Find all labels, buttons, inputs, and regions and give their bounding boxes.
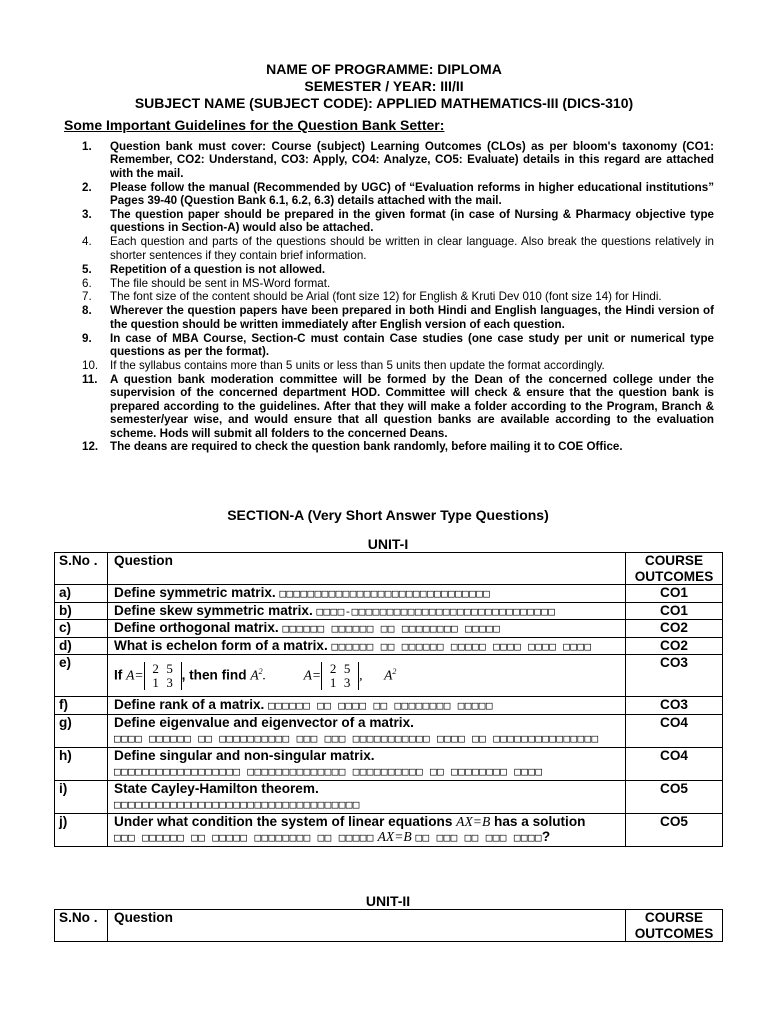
table-header-row xyxy=(55,553,723,585)
table-row xyxy=(55,813,723,846)
guideline-item: 1. Question bank must cover: Course (subject) Learning Outcomes (CLOs) as per bloom's taxonomy (CO1: Remember, CO2: Understand, CO3: Apply, CO4: Analyze, CO5: Evaluate) details in this regard are attached with the mail. xyxy=(82,140,714,180)
row-sno: c) xyxy=(55,620,108,638)
row-co: CO3 xyxy=(626,697,723,715)
row-sno: h) xyxy=(55,747,108,780)
row-co: CO5 xyxy=(626,780,723,813)
question-header: Question xyxy=(108,553,626,585)
row-co: CO1 xyxy=(626,585,723,603)
matrix-2x2-hindi: 2 5 1 3 xyxy=(321,662,359,690)
row-question: Define rank of a matrix. □□□□□□ □□ □□□□ □□ □□□□□□□□ □□□□□ xyxy=(108,697,626,715)
semester-heading: SEMESTER / YEAR: III/II xyxy=(304,78,464,94)
row-question: Define symmetric matrix. □□□□□□□□□□□□□□□□□□□□□□□□□□□□□□ xyxy=(108,585,626,603)
unit-1-question-table xyxy=(54,552,723,847)
guideline-item: 5. Repetition of a question is not allowed. xyxy=(82,262,326,276)
row-co: CO4 xyxy=(626,714,723,747)
table-row xyxy=(55,714,723,747)
row-co: CO4 xyxy=(626,747,723,780)
subject-heading: SUBJECT NAME (SUBJECT CODE): APPLIED MATHEMATICS-III (DICS-310) xyxy=(134,95,634,111)
row-question: State Cayley-Hamilton theorem. □□□□□□□□□□□□□□□□□□□□□□□□□□□□□□□□□□□ xyxy=(108,780,626,813)
row-sno: b) xyxy=(55,602,108,620)
table-row xyxy=(55,747,723,780)
guideline-item: 3. The question paper should be prepared in the given format (in case of Nursing & Pharmacy objective type questions in Section-A) would also be attached. xyxy=(82,208,714,235)
table-row xyxy=(55,585,723,603)
row-question: Define singular and non-singular matrix. □□□□□□□□□□□□□□□□□□ □□□□□□□□□□□□□□ □□□□□□□□□□ □□ □□□□□□□□ □□□□ xyxy=(108,747,626,780)
unit-2-question-table xyxy=(54,909,723,942)
guideline-item: 6. The file should be sent in MS-Word format. xyxy=(82,276,331,290)
guideline-item: 4. Each question and parts of the questions should be written in clear language. Also break the questions relatively in shorter sentences if they contain brief information. xyxy=(82,235,714,262)
row-sno: a) xyxy=(55,585,108,603)
table-row xyxy=(55,620,723,638)
table-row xyxy=(55,697,723,715)
guideline-item: 9. In case of MBA Course, Section-C must contain Case studies (one case study per unit or numerical type questions as per the format). xyxy=(82,331,714,359)
guideline-item: 2. Please follow the manual (Recommended by UGC) of “Evaluation reforms in higher educational institutions” Pages 39-40 (Question Bank 6.1, 6.2, 6.3) details attached with the mail. xyxy=(82,180,714,208)
row-question: Define skew symmetric matrix. □□□□-□□□□□□□□□□□□□□□□□□□□□□□□□□□□□ xyxy=(108,602,626,620)
unit-2-title: UNIT-II xyxy=(365,893,411,909)
row-question: Under what condition the system of linear equations AX=B has a solution □□□ □□□□□□ □□ □□□□□ □□□□□□□□ □□ □□□□□ AX=B □□ □□□ □□ □□□ □□□□? xyxy=(108,813,626,846)
row-sno: g) xyxy=(55,714,108,747)
unit-1-title: UNIT-I xyxy=(367,536,409,552)
row-co: CO3 xyxy=(626,655,723,697)
row-question: If A= 2 5 1 3 , then find $A^2$. A= 2 5 1 3 , $A^2$ xyxy=(108,655,626,697)
table-row xyxy=(55,637,723,655)
row-sno: j) xyxy=(55,813,108,846)
matrix-2x2: 2 5 1 3 xyxy=(144,662,182,690)
co-header: COURSE OUTCOMES xyxy=(626,553,723,585)
guideline-item: 11. A question bank moderation committee will be formed by the Dean of the concerned college under the supervision of the concerned department HOD. Committee will check & ensure that the question bank is prepared according to the guidelines. After that they will make a folder according to the Program, Branch & semester/year wise, and would ensure that all question banks are available according to the evaluation scheme. Hods will submit all folders to the concerned Deans. xyxy=(82,372,714,440)
guidelines-list xyxy=(64,140,714,454)
table-header-row xyxy=(55,910,723,942)
sno-header: S.No . xyxy=(55,910,108,942)
row-question: What is echelon form of a matrix. □□□□□□ □□ □□□□□□ □□□□□ □□□□ □□□□ □□□□ xyxy=(108,637,626,655)
sno-header: S.No . xyxy=(55,553,108,585)
table-row xyxy=(55,655,723,697)
guidelines-title: Some Important Guidelines for the Question Bank Setter: xyxy=(64,117,445,133)
question-header: Question xyxy=(108,910,626,942)
row-co: CO1 xyxy=(626,602,723,620)
co-header: COURSE OUTCOMES xyxy=(626,910,723,942)
table-row xyxy=(55,780,723,813)
programme-heading: NAME OF PROGRAMME: DIPLOMA xyxy=(266,61,502,77)
section-a-title: SECTION-A (Very Short Answer Type Questions) xyxy=(227,507,549,523)
guideline-item: 8. Wherever the question papers have been prepared in both Hindi and English languages, the Hindi version of the question should be written immediately after English version of each question. xyxy=(82,304,714,331)
guideline-item: 12. The deans are required to check the question bank randomly, before mailing it to COE Office. xyxy=(82,440,623,454)
table-row xyxy=(55,602,723,620)
row-sno: d) xyxy=(55,637,108,655)
row-co: CO2 xyxy=(626,620,723,638)
row-co: CO2 xyxy=(626,637,723,655)
row-co: CO5 xyxy=(626,813,723,846)
guideline-item: 7. The font size of the content should be Arial (font size 12) for English & Kruti Dev 010 (font size 14) for Hindi. xyxy=(82,290,662,304)
row-sno: f) xyxy=(55,697,108,715)
row-sno: i) xyxy=(55,780,108,813)
guideline-item: 10. If the syllabus contains more than 5 units or less than 5 units then update the format accordingly. xyxy=(82,359,605,372)
row-sno: e) xyxy=(55,655,108,697)
row-question: Define eigenvalue and eigenvector of a matrix. □□□□ □□□□□□ □□ □□□□□□□□□□ □□□ □□□ □□□□□□□□□□□ □□□□ □□ □□□□□□□□□□□□□□□ xyxy=(108,714,626,747)
row-question: Define orthogonal matrix. □□□□□□ □□□□□□ □□ □□□□□□□□ □□□□□ xyxy=(108,620,626,638)
